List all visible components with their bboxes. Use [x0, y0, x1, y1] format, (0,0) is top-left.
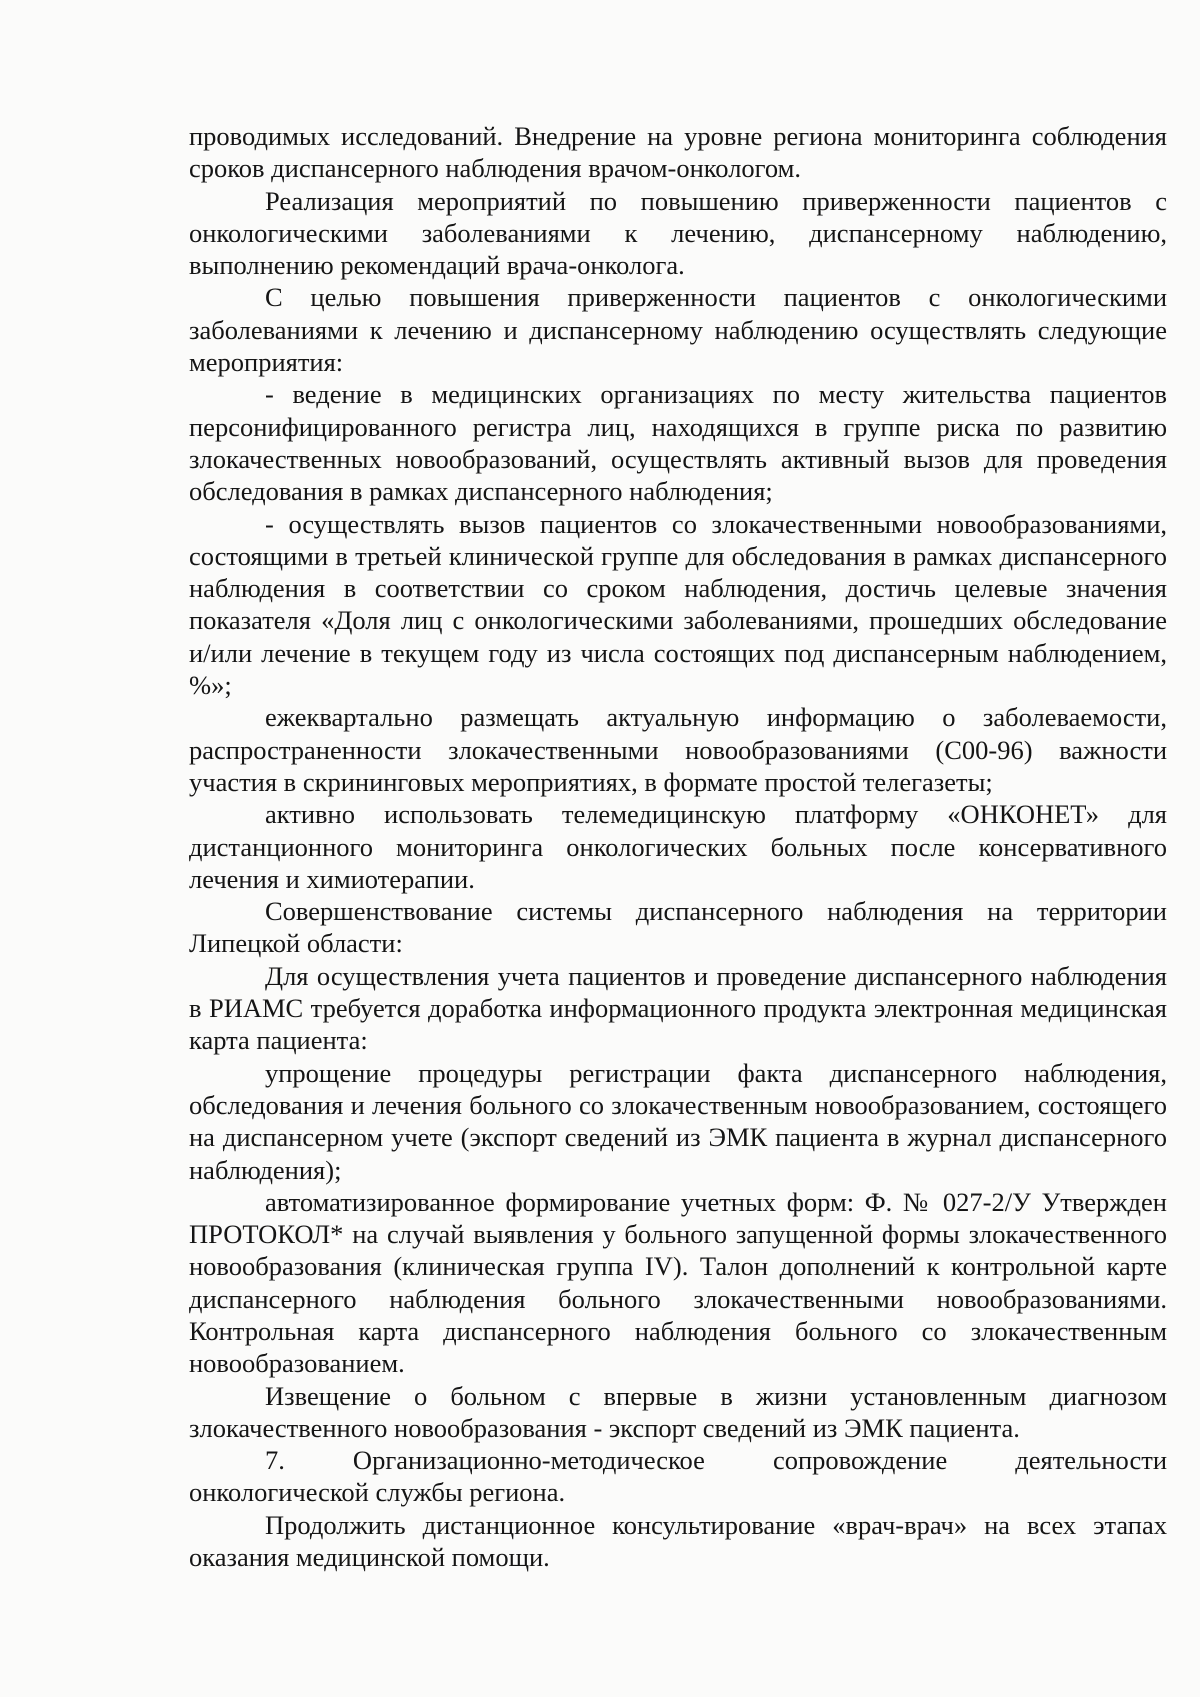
document-body	[189, 120, 1167, 1573]
list-item-registration: упрощение процедуры регистрации факта диспансерного наблюдения, обследования и лечения больного со злокачественным новообразованием, состоящего на диспансерном учете (экспорт сведений из ЭМК пациента в журнал диспансерного наблюдения);	[189, 1057, 1167, 1185]
paragraph-dispensary-system: Совершенствование системы диспансерного наблюдения на территории Липецкой области:	[189, 896, 1167, 959]
section-heading-item-7: 7. Организационно-методическое сопровождение деятельности	[265, 1445, 1167, 1476]
paragraph-riams: Для осуществления учета пациентов и проведение диспансерного наблюдения в РИАМС требуется доработка информационного продукта электронная медицинская карта пациента:	[189, 960, 1167, 1056]
section-heading-item-7-end: онкологической службы региона.	[189, 1477, 566, 1508]
paragraph-notification: Извещение о больном с впервые в жизни установленным диагнозом злокачественного новообразования - экспорт сведений из ЭМК пациента.	[189, 1380, 1167, 1443]
paragraph-measures-intro: С целью повышения приверженности пациентов с онкологическими заболеваниями к лечению и диспансерному наблюдению осуществлять следующие мероприятия:	[189, 282, 1167, 378]
paragraph-continuation: проводимых исследований. Внедрение на уровне региона мониторинга соблюдения сроков диспансерного наблюдения врачом-онкологом.	[189, 121, 1167, 184]
list-item-patient-call: - осуществлять вызов пациентов со злокачественными новообразованиями, состоящими в третьей клинической группе для обследования в рамках диспансерного наблюдения в соответствии со сроком наблюдения, достичь целевые значения показателя «Доля лиц с онкологическими заболеваниями, прошедших обследование и/или лечение в текущем году из числа состоящих под диспансерным наблюдением, %»;	[189, 508, 1167, 701]
list-item-risk-register: - ведение в медицинских организациях по месту жительства пациентов персонифицированного регистра лиц, находящихся в группе риска по развитию злокачественных новообразований, осуществлять активный вызов для проведения обследования в рамках диспансерного наблюдения;	[189, 379, 1167, 507]
paragraph-adherence-intro: Реализация мероприятий по повышению приверженности пациентов с онкологическими заболеваниями к лечению, диспансерному наблюдению, выполнению рекомендаций врача-онколога.	[189, 185, 1167, 281]
list-item-quarterly-info: ежеквартально размещать актуальную информацию о заболеваемости, распространенности злокачественными новообразованиями (С00-96) важности участия в скрининговых мероприятиях, в формате простой телегазеты;	[189, 702, 1167, 797]
list-item-telemedicine: активно использовать телемедицинскую платформу «ОНКОНЕТ» для дистанционного мониторинга онкологических больных после консервативного лечения и химиотерапии.	[189, 799, 1167, 894]
paragraph-remote-consulting: Продолжить дистанционное консультирование «врач-врач» на всех этапах оказания медицинской помощи.	[189, 1509, 1167, 1573]
list-item-automated-forms: автоматизированное формирование учетных форм: Ф. № 027-2/У Утвержден ПРОТОКОЛ* на случай выявления у больного запущенной формы злокачественного новообразования (клиническая группа IV). Талон дополнений к контрольной карте диспансерного наблюдения больного злокачественными новообразованиями. Контрольная карта диспансерного наблюдения больного со злокачественным новообразованием.	[189, 1186, 1167, 1379]
